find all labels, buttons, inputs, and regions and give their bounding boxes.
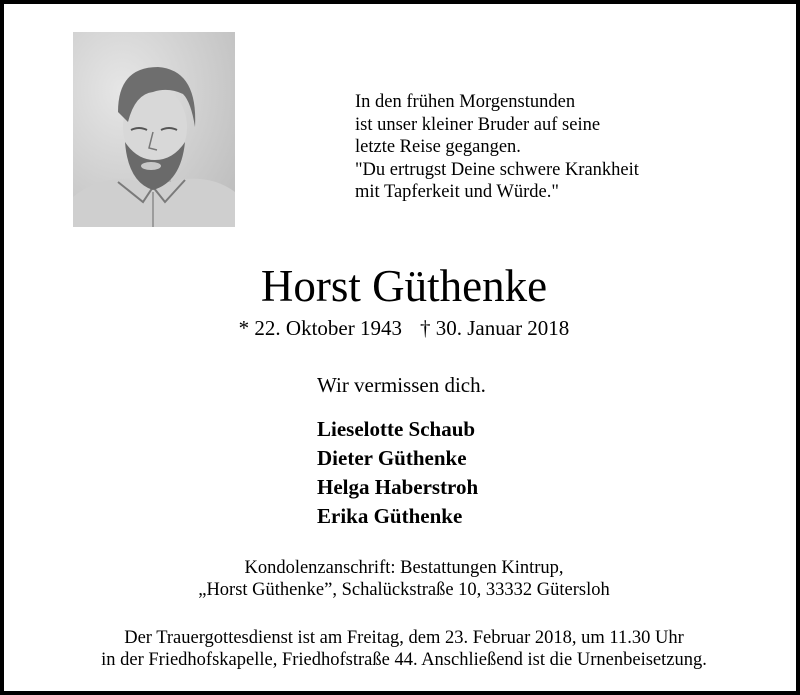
portrait-image-icon: [73, 32, 235, 227]
farewell-message: Wir vermissen dich.: [317, 373, 486, 397]
quote-line: In den frühen Morgenstunden: [355, 92, 576, 112]
mourner-name: Dieter Güthenke: [317, 446, 467, 470]
life-dates: [4, 315, 800, 341]
quote-line: letzte Reise gegangen.: [355, 137, 521, 157]
portrait-sketch: [73, 32, 235, 227]
birth-date: * 22. Oktober 1943: [238, 316, 402, 340]
mourner-name: Erika Güthenke: [317, 504, 463, 528]
mourners-list: [317, 415, 478, 531]
service-line: Der Trauergottesdienst ist am Freitag, dem 23. Februar 2018, um 11.30 Uhr: [124, 628, 684, 648]
condolence-line: Kondolenzanschrift: Bestattungen Kintrup,: [244, 558, 564, 578]
condolence-line: „Horst Güthenke”, Schalückstraße 10, 33332 Gütersloh: [198, 580, 610, 600]
condolence-address: [4, 557, 800, 601]
deceased-name: Horst Güthenke: [260, 261, 548, 311]
death-date: † 30. Januar 2018: [420, 316, 570, 340]
mourner-name: Helga Haberstroh: [317, 475, 479, 499]
opening-quote: [355, 91, 639, 204]
quote-line: ist unser kleiner Bruder auf seine: [355, 114, 601, 135]
quote-line: "Du ertrugst Deine schwere Krankheit: [355, 159, 639, 180]
service-line: in der Friedhofskapelle, Friedhofstraße 44. Anschließend ist die Urnenbeisetzung.: [101, 650, 707, 670]
quote-line: mit Tapferkeit und Würde.": [355, 182, 559, 202]
service-info: [4, 627, 800, 671]
mourner-name: Lieselotte Schaub: [317, 417, 476, 441]
